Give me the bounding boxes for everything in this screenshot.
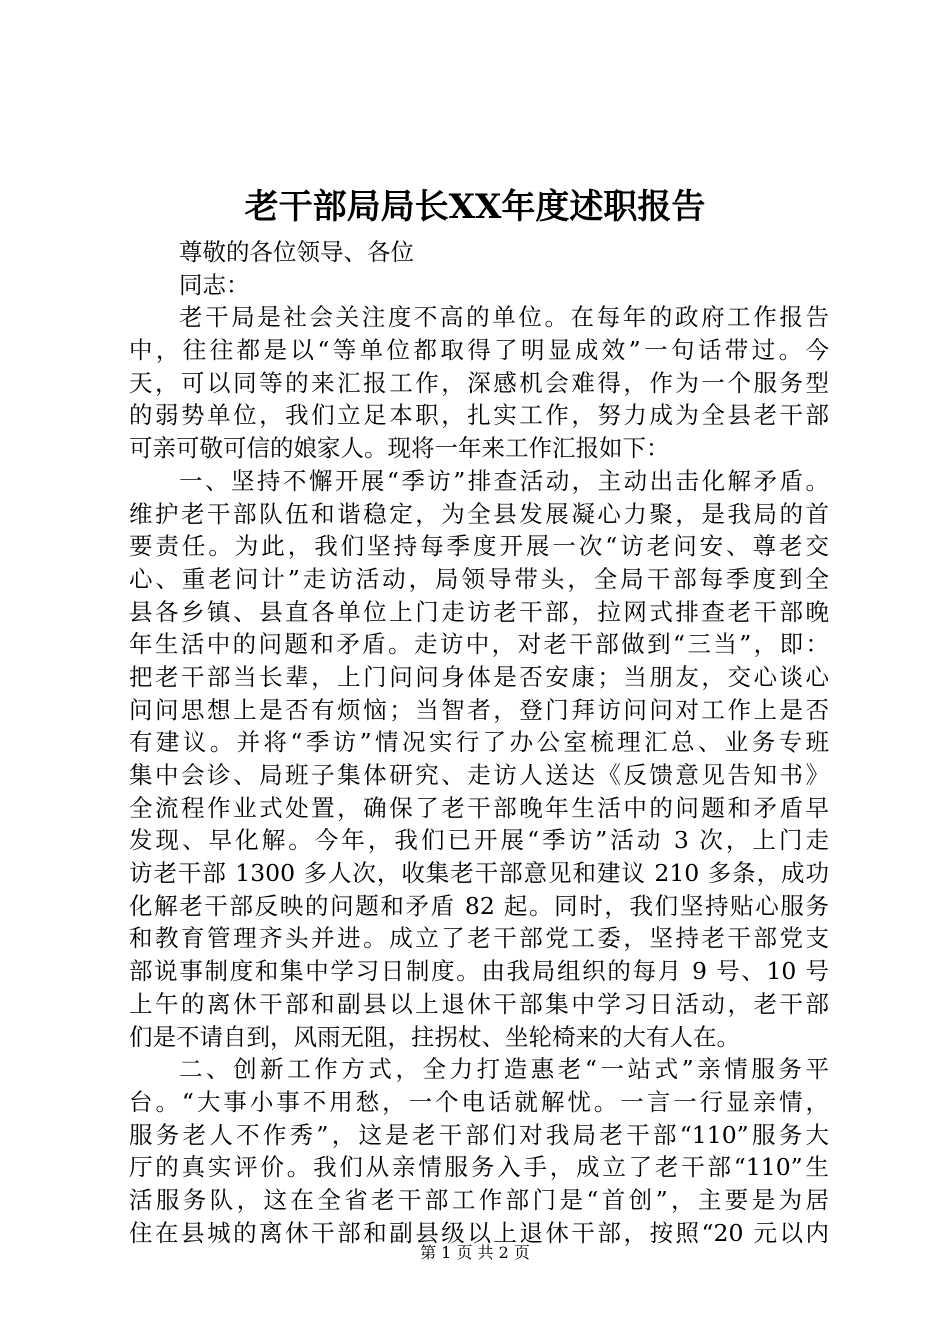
text-line: 访老干部 1300 多人次，收集老干部意见和建议 210 多条，成功: [129, 859, 829, 888]
text-line: 要责任。为此，我们坚持每季度开展一次“访老问安、尊老交: [129, 532, 829, 561]
text-line: 活服务队，这在全省老干部工作部门是“首创”，主要是为居: [129, 1185, 829, 1214]
text-line: 和教育管理齐头并进。成立了老干部党工委，坚持老干部党支: [129, 924, 829, 953]
text-line: 天，可以同等的来汇报工作，深感机会难得，作为一个服务型: [129, 368, 829, 397]
text-line: 尊敬的各位领导、各位: [179, 238, 414, 266]
text-line: 化解老干部反映的问题和矛盾 82 起。同时，我们坚持贴心服务: [129, 891, 829, 920]
text-line: 心、重老问计”走访活动，局领导带头，全局干部每季度到全: [129, 564, 829, 593]
document-body: [129, 236, 829, 1249]
text-line: 维护老干部队伍和谐稳定，为全县发展凝心力聚，是我局的首: [129, 499, 829, 528]
text-line: 一、坚持不懈开展“季访”排查活动，主动出击化解矛盾。: [179, 466, 829, 495]
text-line: 们是不请自到，风雨无阻，拄拐杖、坐轮椅来的大有人在。: [129, 1022, 740, 1051]
text-line: 的弱势单位，我们立足本职，扎实工作，努力成为全县老干部: [129, 401, 829, 430]
document-title: 老干部局局长XX年度述职报告: [244, 187, 706, 227]
text-line: 县各乡镇、县直各单位上门走访老干部，拉网式排查老干部晚: [129, 597, 829, 626]
text-line: 问问思想上是否有烦恼；当智者，登门拜访问问对工作上是否: [129, 695, 829, 724]
text-line: 可亲可敬可信的娘家人。现将一年来工作汇报如下：: [129, 434, 670, 463]
text-line: 上午的离休干部和副县以上退休干部集中学习日活动，老干部: [129, 989, 829, 1018]
text-line: 二、创新工作方式，全力打造惠老“一站式”亲情服务平: [179, 1055, 829, 1084]
text-line: 台。“大事小事不用愁，一个电话就解忧。一言一行显亲情，: [129, 1087, 829, 1116]
text-line: 集中会诊、局班子集体研究、走访人送达《反馈意见告知书》: [129, 761, 829, 789]
text-line: 有建议。并将“季访”情况实行了办公室梳理汇总、业务专班: [129, 728, 829, 757]
text-line: 发现、早化解。今年，我们已开展“季访”活动 3 次，上门走: [129, 826, 829, 855]
text-line: 老干局是社会关注度不高的单位。在每年的政府工作报告: [179, 303, 829, 332]
page-footer: 第 1 页 共 2 页: [420, 1243, 530, 1262]
text-line: 同志：: [179, 270, 250, 299]
text-line: 服务老人不作秀”，这是老干部们对我局老干部“110”服务大: [129, 1120, 829, 1149]
text-line: 全流程作业式处置，确保了老干部晚年生活中的问题和矛盾早: [129, 793, 829, 822]
text-line: 厅的真实评价。我们从亲情服务入手，成立了老干部“110”生: [129, 1153, 829, 1182]
text-line: 中，往往都是以“等单位都取得了明显成效”一句话带过。今: [129, 336, 829, 365]
text-line: 把老干部当长辈，上门问问身体是否安康；当朋友，交心谈心: [129, 662, 829, 691]
text-line: 年生活中的问题和矛盾。走访中，对老干部做到“三当”，即：: [129, 630, 829, 659]
text-line: 部说事制度和集中学习日制度。由我局组织的每月 9 号、10 号: [129, 957, 829, 986]
text-line: 住在县城的离休干部和副县级以上退休干部，按照“20 元以内: [129, 1218, 829, 1247]
